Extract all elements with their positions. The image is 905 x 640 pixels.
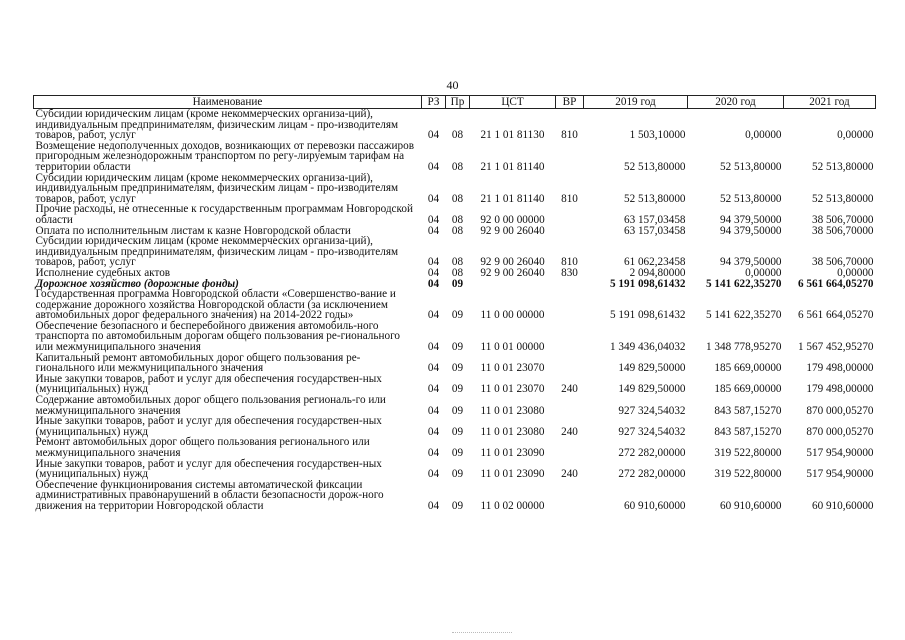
- row-name-cell: Капитальный ремонт автомобильных дорог общего пользования ре-гионального или межмуниципального значения: [35, 351, 361, 375]
- row-cst-cell: 11 0 01 23070: [480, 383, 545, 396]
- row-name-cell: Субсидии юридическим лицам (кроме некоммерческих организа-ций), индивидуальным предпринимателям, физическим лицам - про-изводителям товаров, работ, услуг: [35, 235, 399, 269]
- row-name-cell: Содержание автомобильных дорог общего пользования региональ-го или межмуниципального значения: [35, 394, 386, 417]
- row-2019-cell: 60 910,60000: [623, 499, 686, 512]
- row-cst-cell: 11 0 02 00000: [480, 499, 545, 512]
- row-cst-cell: 11 0 01 23080: [480, 425, 545, 438]
- row-2019-cell: 927 324,54032: [618, 425, 686, 438]
- row-name-cell: Обеспечение безопасного и бесперебойного движения автомобиль-ного транспорта по автомобильным дорогам общего пользования ре-гионального или межмуниципального значения: [35, 319, 400, 354]
- row-2019-cell: 61 062,23458: [623, 256, 686, 269]
- row-2019-cell: 2 094,80000: [629, 266, 686, 279]
- row-name-cell: Ремонт автомобильных дорог общего пользования регионального или межмуниципального значения: [35, 436, 370, 459]
- table-row: [34, 204, 876, 225]
- row-2021-cell: 38 506,70000: [811, 213, 874, 226]
- row-pr-cell: 08: [451, 192, 464, 205]
- row-rz-cell: 04: [427, 160, 440, 173]
- row-2020-cell: 185 669,00000: [714, 362, 782, 375]
- row-name-cell: Обеспечение функционирования системы автоматической фиксации административных правонарушений в области безопасности дорож-ного движения на территории Новгородской области: [35, 478, 384, 512]
- row-cst-cell: 92 0 00 00000: [480, 213, 545, 226]
- row-pr-cell: 09: [451, 341, 464, 354]
- header-2020: 2020 год: [688, 96, 784, 109]
- row-name-cell: Субсидии юридическим лицам (кроме некоммерческих организа-ций), индивидуальным предпринимателям, физическим лицам - про-изводителям товаров, работ, услуг: [35, 108, 399, 142]
- row-cst-cell: 21 1 01 81140: [480, 192, 545, 205]
- row-2019-cell: 149 829,50000: [618, 362, 686, 375]
- row-name-cell: Иные закупки товаров, работ и услуг для обеспечения государствен-ных (муниципальных) нужд: [35, 372, 382, 396]
- row-2020-cell: 60 910,60000: [719, 499, 782, 512]
- row-2020-cell: 52 513,80000: [719, 160, 782, 173]
- row-2021-cell: 38 506,70000: [811, 224, 874, 237]
- header-pr: Пр: [446, 96, 470, 109]
- row-pr-cell: 09: [451, 468, 464, 481]
- row-2019-cell: 5 191 098,61432: [609, 309, 686, 322]
- row-2021-cell: 870 000,05270: [806, 425, 874, 438]
- row-name-cell: Прочие расходы, не отнесенные к государственным программам Новгородской области: [35, 203, 413, 226]
- row-cst-cell: 21 1 01 81130: [480, 129, 545, 142]
- row-2020-cell: 843 587,15270: [714, 404, 782, 417]
- table-row: [34, 173, 876, 205]
- row-2020-cell: 319 522,80000: [714, 447, 782, 459]
- row-rz-cell: 04: [427, 499, 440, 512]
- row-rz-cell: 04: [427, 425, 440, 438]
- row-cst-cell: 11 0 01 23090: [480, 447, 545, 459]
- budget-table: [33, 95, 876, 512]
- table-row: [34, 353, 876, 374]
- table-row: [34, 141, 876, 173]
- row-vr-cell: 240: [561, 468, 578, 481]
- row-cst-cell: [470, 279, 556, 290]
- row-rz-cell: 04: [427, 277, 440, 290]
- row-rz-cell: 04: [427, 266, 440, 279]
- row-pr-cell: 09: [451, 499, 464, 512]
- row-vr-cell: 810: [561, 256, 578, 269]
- table-row: [34, 374, 876, 395]
- row-2021-cell: 1 567 452,95270: [797, 341, 874, 354]
- row-vr-cell: [556, 141, 584, 173]
- row-2019-cell: 272 282,00000: [618, 447, 686, 459]
- table-row: [34, 321, 876, 353]
- row-2021-cell: 0,00000: [837, 129, 874, 142]
- row-2020-cell: 94 379,50000: [719, 256, 782, 269]
- row-cst-cell: 92 9 00 26040: [480, 266, 545, 279]
- row-2021-cell: 179 498,00000: [806, 362, 874, 375]
- table-header-row: [34, 96, 876, 109]
- row-vr-cell: [556, 480, 584, 512]
- table-row: [34, 395, 876, 416]
- row-name-cell: Иные закупки товаров, работ и услуг для обеспечения государствен-ных (муниципальных) нужд: [35, 415, 382, 438]
- row-name-cell: Дорожное хозяйство (дорожные фонды): [35, 277, 239, 290]
- row-name-cell: Иные закупки товаров, работ и услуг для обеспечения государствен-ных (муниципальных) нужд: [35, 457, 382, 481]
- row-pr-cell: 09: [451, 362, 464, 375]
- table-row: [34, 437, 876, 458]
- row-2019-cell: 1 503,10000: [629, 129, 686, 142]
- row-rz-cell: 04: [427, 341, 440, 354]
- row-2021-cell: 870 000,05270: [806, 404, 874, 417]
- header-name: Наименование: [34, 96, 422, 109]
- table-row: [34, 480, 876, 512]
- row-2019-cell: 272 282,00000: [618, 468, 686, 481]
- row-vr-cell: 810: [561, 192, 578, 205]
- row-2020-cell: 1 348 778,95270: [705, 341, 782, 354]
- row-name-cell: Субсидии юридическим лицам (кроме некоммерческих организа-ций), индивидуальным предпринимателям, физическим лицам - про-изводителям товаров, работ, услуг: [35, 171, 399, 205]
- row-2021-cell: 179 498,00000: [806, 383, 874, 396]
- header-2021: 2021 год: [784, 96, 876, 109]
- row-pr-cell: 09: [451, 309, 464, 322]
- row-2021-cell: 6 561 664,05270: [797, 309, 874, 322]
- row-cst-cell: 11 0 01 23080: [480, 404, 545, 417]
- header-2019: 2019 год: [584, 96, 688, 109]
- row-name-cell: Исполнение судебных актов: [35, 266, 171, 279]
- row-2021-cell: 517 954,90000: [806, 447, 874, 459]
- row-rz-cell: 04: [427, 213, 440, 226]
- row-pr-cell: 08: [451, 129, 464, 142]
- row-vr-cell: [556, 353, 584, 374]
- row-2020-cell: 319 522,80000: [714, 468, 782, 481]
- table-row: [34, 236, 876, 268]
- row-rz-cell: 04: [427, 447, 440, 459]
- row-vr-cell: [556, 226, 584, 237]
- row-2020-cell: 5 141 622,35270: [705, 277, 782, 290]
- row-pr-cell: 08: [451, 224, 464, 237]
- row-vr-cell: 240: [561, 383, 578, 396]
- table-row: [34, 459, 876, 480]
- row-2020-cell: 185 669,00000: [714, 383, 782, 396]
- row-pr-cell: 09: [451, 404, 464, 417]
- row-rz-cell: 04: [427, 224, 440, 237]
- header-cst: ЦСТ: [470, 96, 556, 109]
- row-rz-cell: 04: [427, 129, 440, 142]
- row-pr-cell: 08: [451, 256, 464, 269]
- row-cst-cell: 92 9 00 26040: [480, 224, 545, 237]
- row-2019-cell: 52 513,80000: [623, 160, 686, 173]
- row-pr-cell: 08: [451, 213, 464, 226]
- row-vr-cell: [556, 289, 584, 321]
- row-pr-cell: 08: [451, 160, 464, 173]
- table-row: [34, 109, 876, 141]
- row-vr-cell: [556, 395, 584, 416]
- row-pr-cell: 09: [451, 425, 464, 438]
- row-rz-cell: 04: [427, 468, 440, 481]
- table-row: [34, 289, 876, 321]
- row-vr-cell: [556, 437, 584, 458]
- row-2021-cell: 52 513,80000: [811, 192, 874, 205]
- row-cst-cell: 11 0 01 23070: [480, 362, 545, 375]
- row-cst-cell: 11 0 01 00000: [480, 341, 545, 354]
- header-rz: РЗ: [422, 96, 446, 109]
- row-cst-cell: 11 0 01 23090: [480, 468, 545, 481]
- row-2020-cell: 94 379,50000: [719, 224, 782, 237]
- row-vr-cell: [556, 204, 584, 225]
- row-rz-cell: 04: [427, 309, 440, 322]
- row-name-cell: Государственная программа Новгородской области «Совершенство-вание и содержание дорожного хозяйства Новгородской области (за исключением автомобильных дорог федерального значения) на 2014-2022 годы»: [35, 288, 396, 322]
- row-cst-cell: 92 9 00 26040: [480, 256, 545, 269]
- row-2021-cell: 6 561 664,05270: [797, 277, 874, 290]
- row-name-cell: Оплата по исполнительным листам к казне Новгородской области: [35, 224, 351, 237]
- row-rz-cell: 04: [427, 383, 440, 396]
- row-2020-cell: 94 379,50000: [719, 213, 782, 226]
- row-2021-cell: 517 954,90000: [806, 468, 874, 481]
- row-2020-cell: 52 513,80000: [719, 192, 782, 205]
- row-pr-cell: 09: [451, 383, 464, 396]
- table-row: [34, 268, 876, 279]
- row-2020-cell: 843 587,15270: [714, 425, 782, 438]
- row-rz-cell: 04: [427, 404, 440, 417]
- row-2019-cell: 927 324,54032: [618, 404, 686, 417]
- row-cst-cell: 11 0 00 00000: [480, 309, 545, 322]
- row-2019-cell: 1 349 436,04032: [609, 341, 686, 354]
- row-rz-cell: 04: [427, 256, 440, 269]
- row-2019-cell: 149 829,50000: [618, 383, 686, 396]
- row-2019-cell: 63 157,03458: [623, 213, 686, 226]
- row-vr-cell: 240: [561, 425, 578, 438]
- row-rz-cell: 04: [427, 362, 440, 375]
- row-2019-cell: 5 191 098,61432: [609, 277, 686, 290]
- row-name-cell: Возмещение недополученных доходов, возникающих от перевозки пассажиров пригородным железнодорожным транспортом по регу-лируемым тарифам на территории области: [35, 139, 414, 173]
- row-vr-cell: 830: [561, 266, 578, 279]
- row-pr-cell: 09: [451, 277, 464, 290]
- row-vr-cell: [556, 321, 584, 353]
- row-vr-cell: [556, 279, 584, 290]
- row-2020-cell: 0,00000: [745, 266, 782, 279]
- row-2021-cell: 38 506,70000: [811, 256, 874, 269]
- row-2021-cell: 60 910,60000: [811, 499, 874, 512]
- row-vr-cell: 810: [561, 129, 578, 142]
- row-rz-cell: 04: [427, 192, 440, 205]
- row-2020-cell: 5 141 622,35270: [705, 309, 782, 322]
- row-2021-cell: 52 513,80000: [811, 160, 874, 173]
- scan-artifact: [452, 632, 512, 636]
- row-pr-cell: 08: [451, 266, 464, 279]
- table-row: [34, 416, 876, 437]
- page-number: 40: [446, 78, 459, 92]
- row-cst-cell: 21 1 01 81140: [480, 160, 545, 173]
- header-vr: ВР: [556, 96, 584, 109]
- row-pr-cell: 09: [451, 447, 464, 459]
- row-2019-cell: 52 513,80000: [623, 192, 686, 205]
- row-2020-cell: 0,00000: [745, 129, 782, 142]
- row-2021-cell: 0,00000: [837, 266, 874, 279]
- row-2019-cell: 63 157,03458: [623, 224, 686, 237]
